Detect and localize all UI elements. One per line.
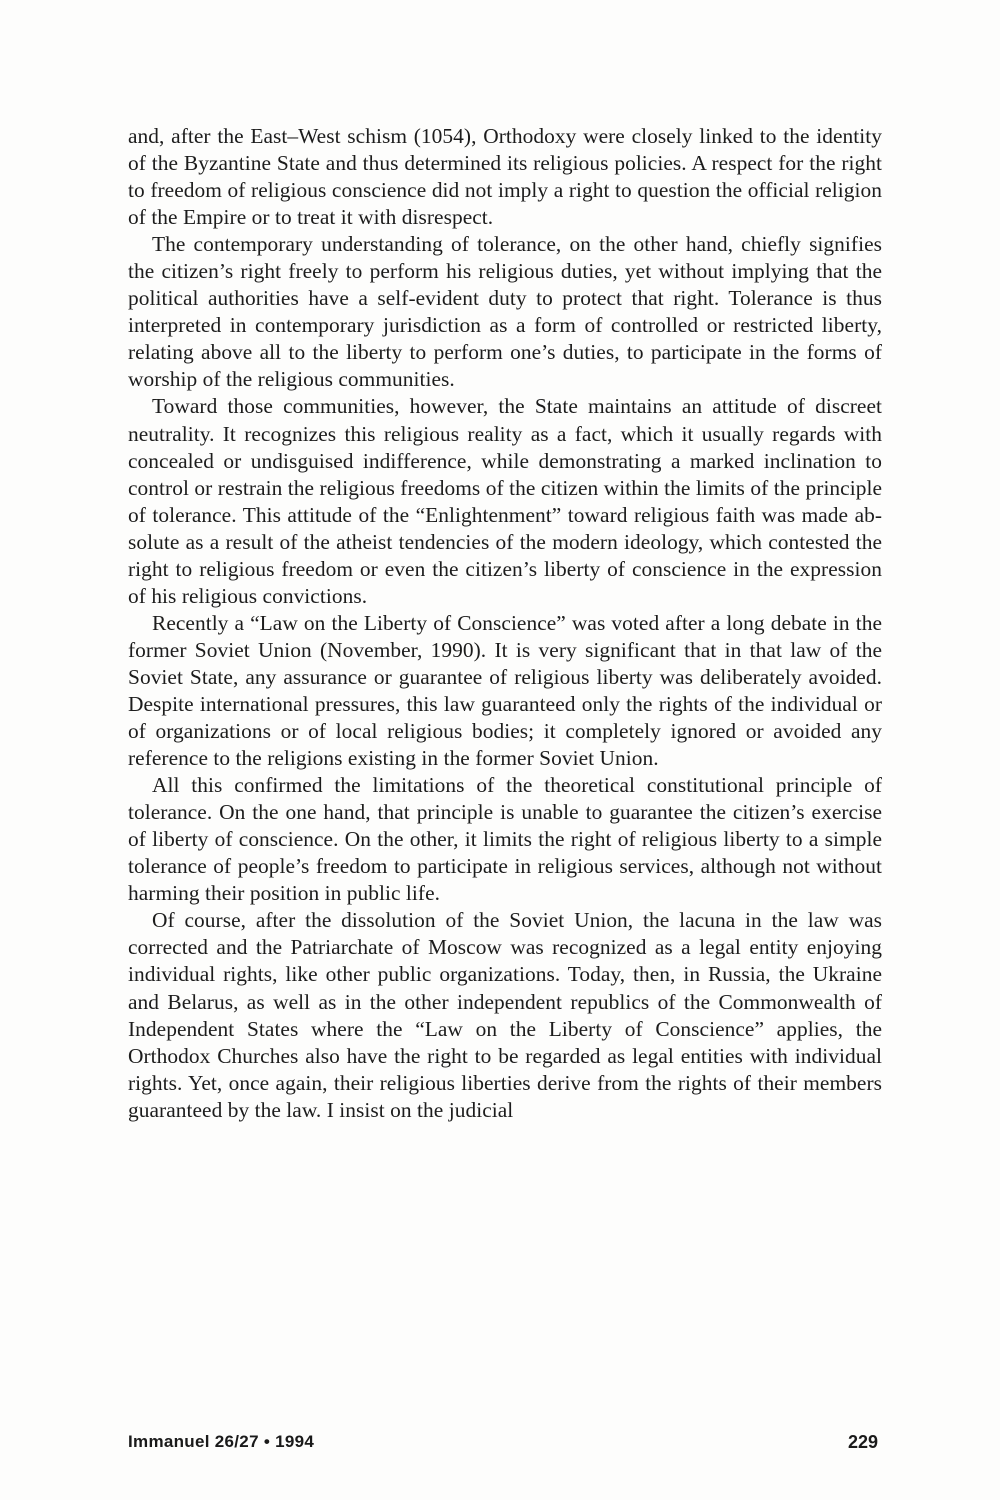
paragraph-2: The contemporary understanding of tolerance, on the other hand, chiefly signifies the citizen’s right freely to perform his religious duties, yet without implying that the political authorities have a self-evident duty to protect that right. Tolerance is thus interpreted in contemporary jurisdiction as a form of controlled or restricted liberty, relating above all to the liberty to perform one’s duties, to participate in the forms of worship of the religious communities. [128, 232, 882, 392]
page-number: 229 [847, 1432, 878, 1452]
paragraph-3: Toward those communities, however, the State maintains an attitude of discreet neutrality. It recognizes this religious reality as a fact, which it usually regards with concealed or undisguised indifference, while demonstrating a marked inclination to control or restrain the religious freedoms of the citizen within the limits of the principle of tolerance. This attitude of the “Enlightenment” toward religious faith was made absolute as a result of the atheist tendencies of the modern ideology, which contested the right to religious freedom or even the citizen’s liberty of conscience in the expression of his religious convictions. [128, 394, 882, 608]
journal-citation: Immanuel 26/27 • 1994 [128, 1432, 315, 1451]
body-text [128, 123, 882, 1124]
paragraph-6: Of course, after the dissolution of the Soviet Union, the lacuna in the law was corrected and the Patriarchate of Moscow was recognized as a legal entity enjoying individual rights, like other public organizations. Today, then, in Russia, the Ukraine and Belarus, as well as in the other independent republics of the Commonwealth of Independent States where the “Law on the Liberty of Conscience” applies, the Orthodox Churches also have the right to be regarded as legal entities with individual rights. Yet, once again, their religious liberties derive from the rights of their members guaranteed by the law. I insist on the judicial [128, 908, 882, 1122]
paragraph-4: Recently a “Law on the Liberty of Conscience” was voted after a long debate in the former Soviet Union (November, 1990). It is very significant that in that law of the Soviet State, any assurance or guarantee of religious liberty was deliberately avoided. Despite international pressures, this law guaranteed only the rights of the individual or of organizations or of local religious bodies; it completely ignored or avoided any reference to the religions existing in the former Soviet Union. [128, 610, 882, 771]
paragraph-5: All this confirmed the limitations of the theoretical constitutional principle of tolerance. On the one hand, that principle is unable to guarantee the citizen’s exercise of liberty of conscience. On the other, it limits the right of religious liberty to a simple tolerance of people’s freedom to participate in religious services, although not without harming their position in public life. [128, 773, 882, 906]
paragraph-1: and, after the East–West schism (1054), Orthodoxy were closely linked to the identity of the Byzantine State and thus determined its religious policies. A respect for the right to freedom of religious conscience did not imply a right to question the official religion of the Empire or to treat it with disrespect. [128, 124, 882, 230]
page-footer [128, 1432, 882, 1454]
